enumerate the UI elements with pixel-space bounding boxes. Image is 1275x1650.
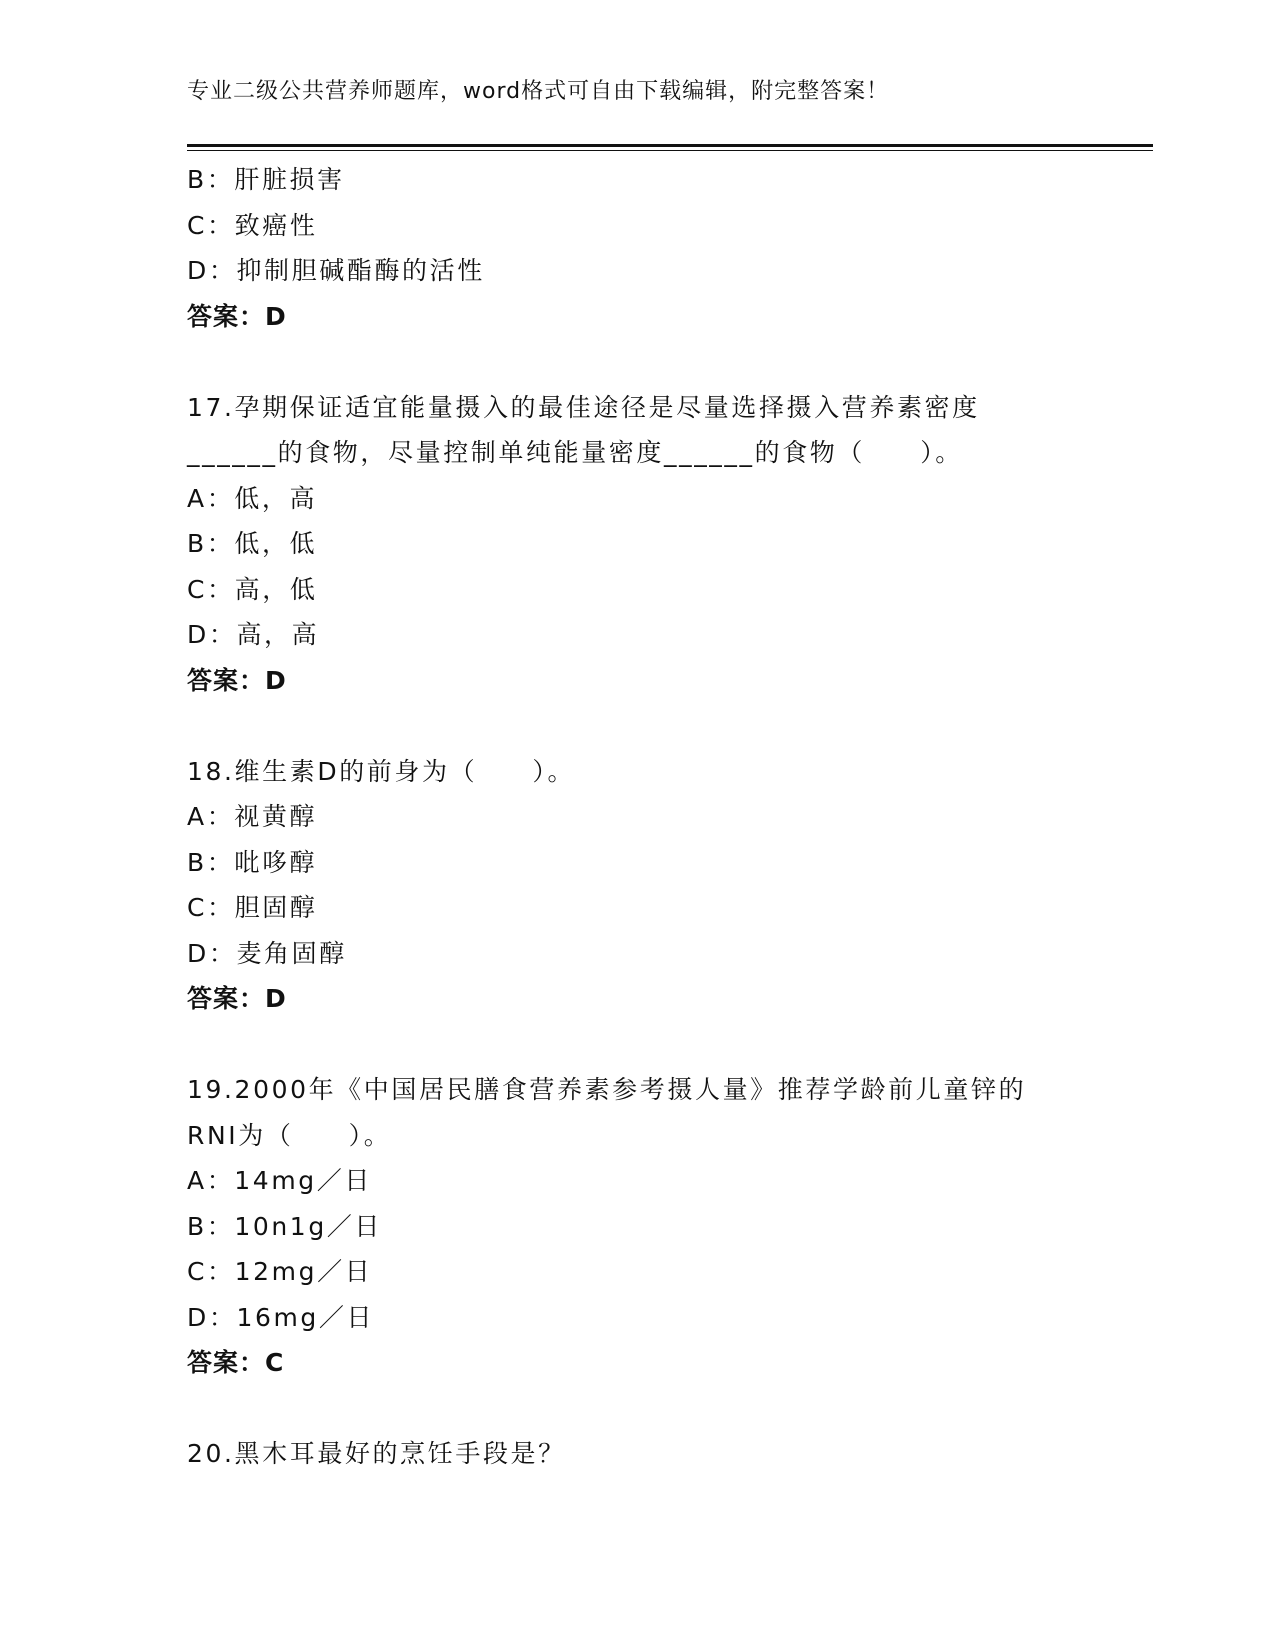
option-c: C：胆固醇 (187, 893, 318, 922)
answer: 答案：C (187, 1348, 285, 1377)
option-a: A：低，高 (187, 483, 318, 513)
spacer (187, 339, 1137, 385)
header-rule-thin (187, 150, 1153, 151)
question-stem: 19.2000年《中国居民膳食营养素参考摄人量》推荐学龄前儿童锌的 (187, 1075, 1027, 1104)
question-19 (187, 1067, 1137, 1386)
option-a: A：视黄醇 (187, 802, 318, 831)
option-b: B：肝脏损害 (187, 165, 345, 194)
option-c: C：高，低 (187, 574, 318, 604)
question-17 (187, 385, 1137, 704)
question-20 (187, 1431, 1137, 1477)
question-stem: 18.维生素D的前身为（ ）。 (187, 756, 576, 786)
question-stem: 17.孕期保证适宜能量摄入的最佳途径是尽量选择摄入营养素密度 (187, 392, 980, 422)
option-d: D：麦角固醇 (187, 938, 347, 968)
spacer (187, 703, 1137, 749)
spacer (187, 1022, 1137, 1068)
question-list (187, 157, 1137, 1477)
question-stem: 20.黑木耳最好的烹饪手段是？ (187, 1439, 566, 1468)
answer: 答案：D (187, 984, 287, 1013)
option-d: D：高，高 (187, 620, 320, 649)
option-b: B：10n1g／日 (187, 1211, 382, 1241)
question-stem-continued: ______的食物，尽量控制单纯能量密度______的食物（ ）。 (187, 438, 963, 467)
option-b: B：吡哆醇 (187, 847, 318, 877)
option-b: B：低，低 (187, 529, 318, 558)
answer: 答案：D (187, 665, 287, 695)
question-stem-continued: RNI为（ ）。 (187, 1120, 392, 1150)
answer: 答案：D (187, 301, 287, 331)
option-c: C：致癌性 (187, 210, 318, 240)
question-18 (187, 749, 1137, 1022)
option-d: D：16mg／日 (187, 1302, 375, 1332)
document-header: 专业二级公共营养师题库，word格式可自由下载编辑，附完整答案！ (187, 79, 890, 104)
spacer (187, 1386, 1137, 1432)
option-a: A：14mg／日 (187, 1166, 372, 1195)
question-16-tail (187, 157, 1137, 339)
option-d: D：抑制胆碱酯酶的活性 (187, 256, 485, 285)
option-c: C：12mg／日 (187, 1257, 373, 1286)
header-rule-thick (187, 144, 1153, 147)
